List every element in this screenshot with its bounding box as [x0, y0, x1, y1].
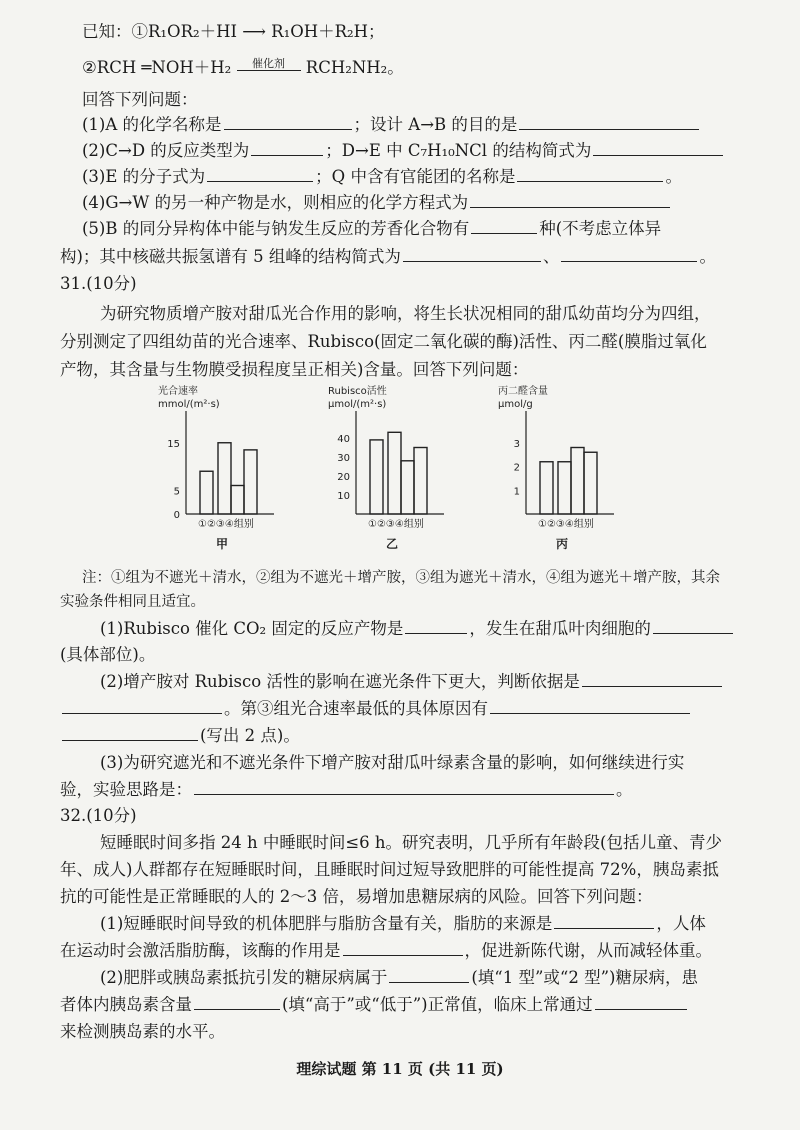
chart-jia — [150, 382, 290, 556]
q31-sub3-cont: 验，实验思路是： 。 — [60, 780, 633, 799]
answer-blank[interactable] — [343, 939, 463, 956]
answer-prompt: 回答下列问题： — [82, 90, 198, 109]
q31-sub1: (1)Rubisco 催化 CO₂ 固定的反应产物是 ，发生在甜瓜叶肉细胞的 — [100, 617, 735, 641]
chart-name: 甲 — [216, 537, 229, 551]
q32-text-3: 抗的可能性是正常睡眠的人的 2～3 倍，易增加患糖尿病的风险。回答下列问题： — [60, 887, 653, 906]
answer-blank[interactable] — [653, 617, 733, 634]
bar — [558, 462, 571, 514]
answer-blank[interactable] — [251, 139, 323, 156]
q32-sub2: (2)肥胖或胰岛素抵抗引发的糖尿病属于 (填“1 型”或“2 型”)糖尿病，患 — [100, 968, 698, 987]
bar — [218, 443, 231, 514]
chart-ylabel: mmol/(m²·s) — [158, 399, 220, 410]
chart-svg — [490, 382, 630, 552]
bar — [414, 448, 427, 515]
x-tick-labels: ①②③④组别 — [368, 519, 424, 530]
bar — [401, 461, 414, 514]
y-tick-label: 1 — [513, 486, 520, 498]
answer-blank[interactable] — [595, 993, 687, 1010]
chart-name: 丙 — [556, 537, 569, 551]
answer-blank[interactable] — [470, 191, 670, 208]
chart-title: 丙二醛含量 — [498, 386, 548, 397]
bar — [200, 471, 213, 514]
q32-sub1: (1)短睡眠时间导致的机体肥胖与脂肪含量有关，脂肪的来源是 ，人体 — [100, 914, 706, 933]
bar — [571, 448, 584, 515]
q31-note-1: 注：①组为不遮光＋清水，②组为不遮光＋增产胺，③组为遮光＋清水，④组为遮光＋增产胺，其余 — [82, 570, 720, 586]
answer-blank[interactable] — [517, 165, 663, 182]
q30-part4: (4)G→W 的另一种产物是水，则相应的化学方程式为 — [82, 191, 672, 215]
x-tick-labels: ①②③④组别 — [198, 519, 254, 530]
answer-blank[interactable] — [62, 724, 198, 741]
bar — [231, 486, 244, 515]
q31-text-1: 为研究物质增产胺对甜瓜光合作用的影响，将生长状况相同的甜瓜幼苗均分为四组， — [100, 304, 711, 323]
answer-blank[interactable] — [519, 113, 699, 130]
y-tick-label: 40 — [337, 434, 350, 445]
page-footer: 理综试题 第 11 页 (共 11 页) — [296, 1060, 504, 1078]
q31-sub2-cont: 。第③组光合速率最低的具体原因有 — [60, 697, 692, 721]
answer-blank[interactable] — [194, 778, 614, 795]
y-tick-label: 2 — [513, 462, 520, 474]
y-tick-label: 20 — [337, 472, 350, 483]
q32-text-1: 短睡眠时间多指 24 h 中睡眠时间≤6 h。研究表明，几乎所有年龄段(包括儿童、青少 — [100, 833, 722, 852]
q31-sub2: (2)增产胺对 Rubisco 活性的影响在遮光条件下更大，判断依据是 — [100, 670, 724, 694]
y-tick-label: 10 — [337, 491, 350, 502]
y-tick-label: 5 — [173, 486, 180, 498]
bar — [244, 450, 257, 514]
y-tick-label: 0 — [173, 510, 180, 521]
chart-bing — [490, 382, 630, 556]
chart-ylabel: μmol/(m²·s) — [328, 399, 387, 410]
answer-blank[interactable] — [582, 670, 722, 687]
bar — [388, 432, 401, 514]
answer-blank[interactable] — [554, 912, 654, 929]
chart-ylabel: μmol/g — [498, 399, 533, 410]
q30-part3: (3)E 的分子式为 ；Q 中含有官能团的名称是 。 — [82, 167, 682, 186]
q32-heading: 32.(10分) — [60, 806, 137, 825]
q31-text-3: 产物，其含量与生物膜受损程度呈正相关)含量。回答下列问题： — [60, 360, 529, 379]
q32-sub2-cont: 者体内胰岛素含量 (填“高于”或“低于”)正常值，临床上常通过 — [60, 993, 689, 1017]
y-tick-label: 30 — [337, 453, 350, 464]
answer-blank[interactable] — [405, 617, 467, 634]
answer-blank[interactable] — [561, 245, 697, 262]
q31-sub1-cont: (具体部位)。 — [60, 645, 156, 664]
q31-sub2-cont2: (写出 2 点)。 — [60, 724, 300, 748]
answer-blank[interactable] — [207, 165, 313, 182]
chart-title: Rubisco活性 — [328, 386, 387, 397]
chart-yi — [320, 382, 460, 556]
x-tick-labels: ①②③④组别 — [538, 519, 594, 530]
known-line-1: 已知：①R₁OR₂＋HI ⟶ R₁OH＋R₂H； — [82, 22, 385, 41]
answer-blank[interactable] — [194, 993, 280, 1010]
chart-svg — [150, 382, 290, 552]
chart-svg — [320, 382, 460, 552]
q32-text-2: 年、成人)人群都存在短睡眠时间，且睡眠时间过短导致肥胖的可能性提高 72%，胰岛素抵 — [60, 860, 719, 879]
answer-blank[interactable] — [490, 697, 690, 714]
q30-part5-cont: 构)；其中核磁共振氢谱有 5 组峰的结构简式为 、 。 — [60, 247, 716, 266]
answer-blank[interactable] — [62, 697, 222, 714]
known-line-2: ②RCH ═NOH＋H₂ 催化剂 RCH₂NH₂。 — [82, 57, 404, 77]
arrow-with-catalyst: 催化剂 — [237, 66, 301, 71]
y-tick-label: 3 — [513, 438, 520, 450]
answer-blank[interactable] — [403, 245, 541, 262]
q30-part5: (5)B 的同分异构体中能与钠发生反应的芳香化合物有 种(不考虑立体异 — [82, 219, 662, 238]
bar — [540, 462, 553, 514]
chart-title: 光合速率 — [158, 386, 198, 397]
q31-note-2: 实验条件相同且适宜。 — [60, 594, 205, 610]
answer-blank[interactable] — [389, 966, 469, 983]
q31-heading: 31.(10分) — [60, 274, 137, 293]
q31-sub3: (3)为研究遮光和不遮光条件下增产胺对甜瓜叶绿素含量的影响，如何继续进行实 — [100, 753, 685, 772]
bar — [370, 440, 383, 514]
bar — [584, 452, 597, 514]
answer-blank[interactable] — [471, 217, 537, 234]
answer-blank[interactable] — [224, 113, 352, 130]
q32-sub2-cont2: 来检测胰岛素的水平。 — [60, 1022, 225, 1041]
q32-sub1-cont: 在运动时会激活脂肪酶，该酶的作用是 ，促进新陈代谢，从而减轻体重。 — [60, 941, 712, 960]
chart-name: 乙 — [386, 537, 399, 551]
q31-text-2: 分别测定了四组幼苗的光合速率、Rubisco(固定二氧化碳的酶)活性、丙二醛(膜脂过氧化 — [60, 332, 707, 351]
answer-blank[interactable] — [593, 139, 723, 156]
q30-part1: (1)A 的化学名称是 ；设计 A→B 的目的是 — [82, 113, 701, 137]
q30-part2: (2)C→D 的反应类型为 ；D→E 中 C₇H₁₀NCl 的结构简式为 — [82, 139, 725, 163]
y-tick-label: 15 — [167, 438, 180, 450]
